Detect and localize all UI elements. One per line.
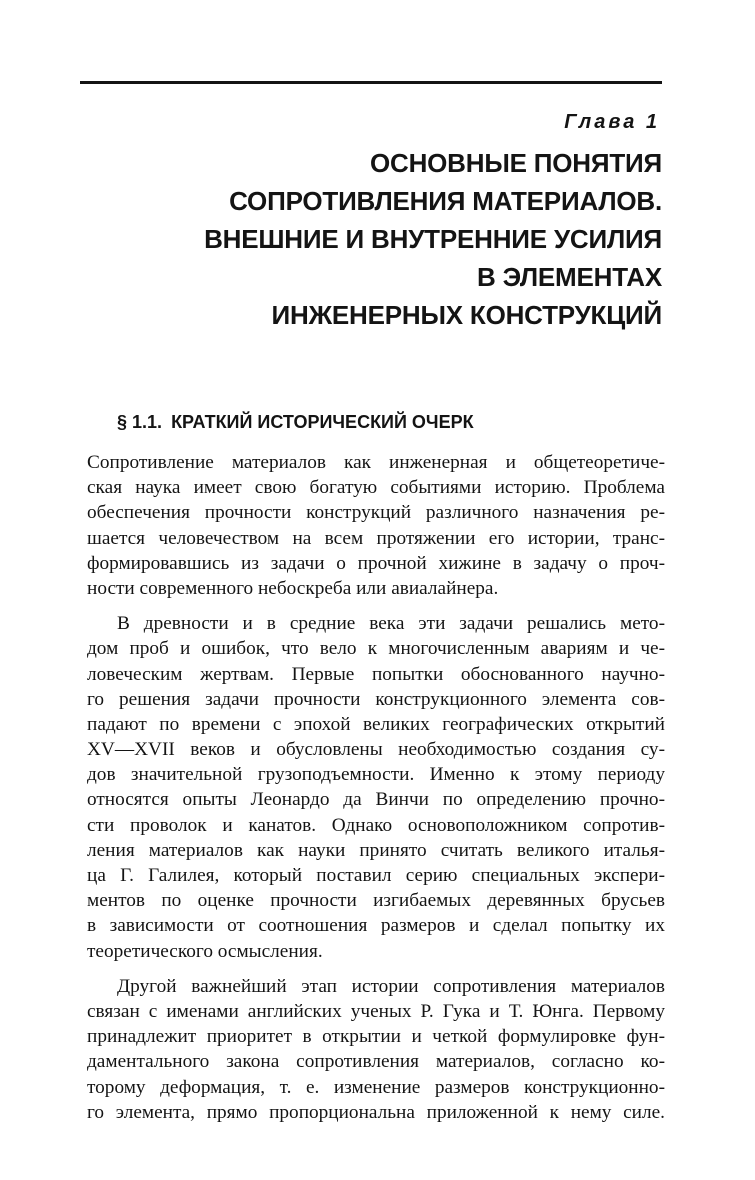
text-line: дом проб и ошибок, что вело к многочисленным авариям и че- — [87, 638, 665, 660]
text-line: ская наука имеет свою богатую событиями историю. Проблема — [87, 477, 665, 499]
text-line: XV—XVII веков и обусловлены необходимостью создания су- — [87, 739, 665, 761]
text-line: в зависимости от соотношения размеров и сделал попытку их — [87, 915, 665, 937]
text-line: теоретического осмысления. — [87, 940, 323, 962]
text-line: ловеческим жертвам. Первые попытки обоснованного научно- — [87, 663, 665, 685]
text-line: ности современного небоскреба или авиалайнера. — [87, 577, 499, 599]
text-line: падают по времени с эпохой великих географических открытий — [87, 713, 665, 735]
text-line: Другой важнейший этап истории сопротивления материалов — [117, 975, 665, 997]
text-line: Сопротивление материалов как инженерная и общетеоретиче- — [87, 452, 665, 473]
text-line: торому деформация, т. е. изменение размеров конструкционно- — [87, 1076, 665, 1098]
text-line: формировавшись из задачи о прочной хижине в задачу о проч- — [87, 552, 665, 574]
text-line: го решения задачи прочности конструкционного элемента сов- — [87, 688, 665, 710]
text-line: относятся опыты Леонардо да Винчи по определению прочно- — [87, 789, 665, 811]
chapter-label: Глава 1 — [564, 111, 660, 133]
text-line: обеспечения прочности конструкций различного назначения ре- — [87, 502, 665, 524]
text-line: дов значительной грузоподъемности. Именно к этому периоду — [87, 764, 665, 786]
paragraph — [87, 974, 665, 1125]
text-line: ментов по оценке прочности изгибаемых деревянных брусьев — [87, 890, 665, 912]
section-number: § 1.1. — [117, 412, 163, 432]
section-title: КРАТКИЙ ИСТОРИЧЕСКИЙ ОЧЕРК — [171, 412, 474, 432]
text-line: В древности и в средние века эти задачи решались мето- — [117, 613, 665, 635]
text-line: даментального закона сопротивления материалов, согласно ко- — [87, 1051, 665, 1073]
text-line: ления материалов как науки принято считать великого италья- — [87, 839, 665, 861]
chapter-title-line: ИНЖЕНЕРНЫХ КОНСТРУКЦИЙ — [271, 300, 662, 330]
paragraph — [87, 450, 665, 601]
chapter-title-line: В ЭЛЕМЕНТАХ — [476, 262, 662, 292]
chapter-title-line: СОПРОТИВЛЕНИЯ МАТЕРИАЛОВ. — [229, 186, 662, 216]
text-line: шается человечеством на всем протяжении его истории, транс- — [87, 527, 665, 549]
text-line: принадлежит приоритет в открытии и четкой формулировке фун- — [87, 1026, 665, 1048]
text-line: го элемента, прямо пропорциональна приложенной к нему силе. — [87, 1101, 665, 1123]
section-heading — [117, 410, 474, 434]
chapter-title — [102, 144, 662, 334]
top-rule — [80, 81, 662, 84]
text-line: ца Г. Галилея, который поставил серию специальных экспери- — [87, 865, 665, 886]
text-line: связан с именами английских ученых Р. Гука и Т. Юнга. Первому — [87, 1000, 665, 1022]
paragraph — [87, 611, 665, 964]
body-text — [87, 450, 665, 1125]
chapter-title-line: ВНЕШНИЕ И ВНУТРЕННИЕ УСИЛИЯ — [204, 224, 662, 254]
text-line: сти проволок и канатов. Однако основоположником сопротив- — [87, 814, 665, 836]
chapter-title-line: ОСНОВНЫЕ ПОНЯТИЯ — [369, 148, 662, 178]
